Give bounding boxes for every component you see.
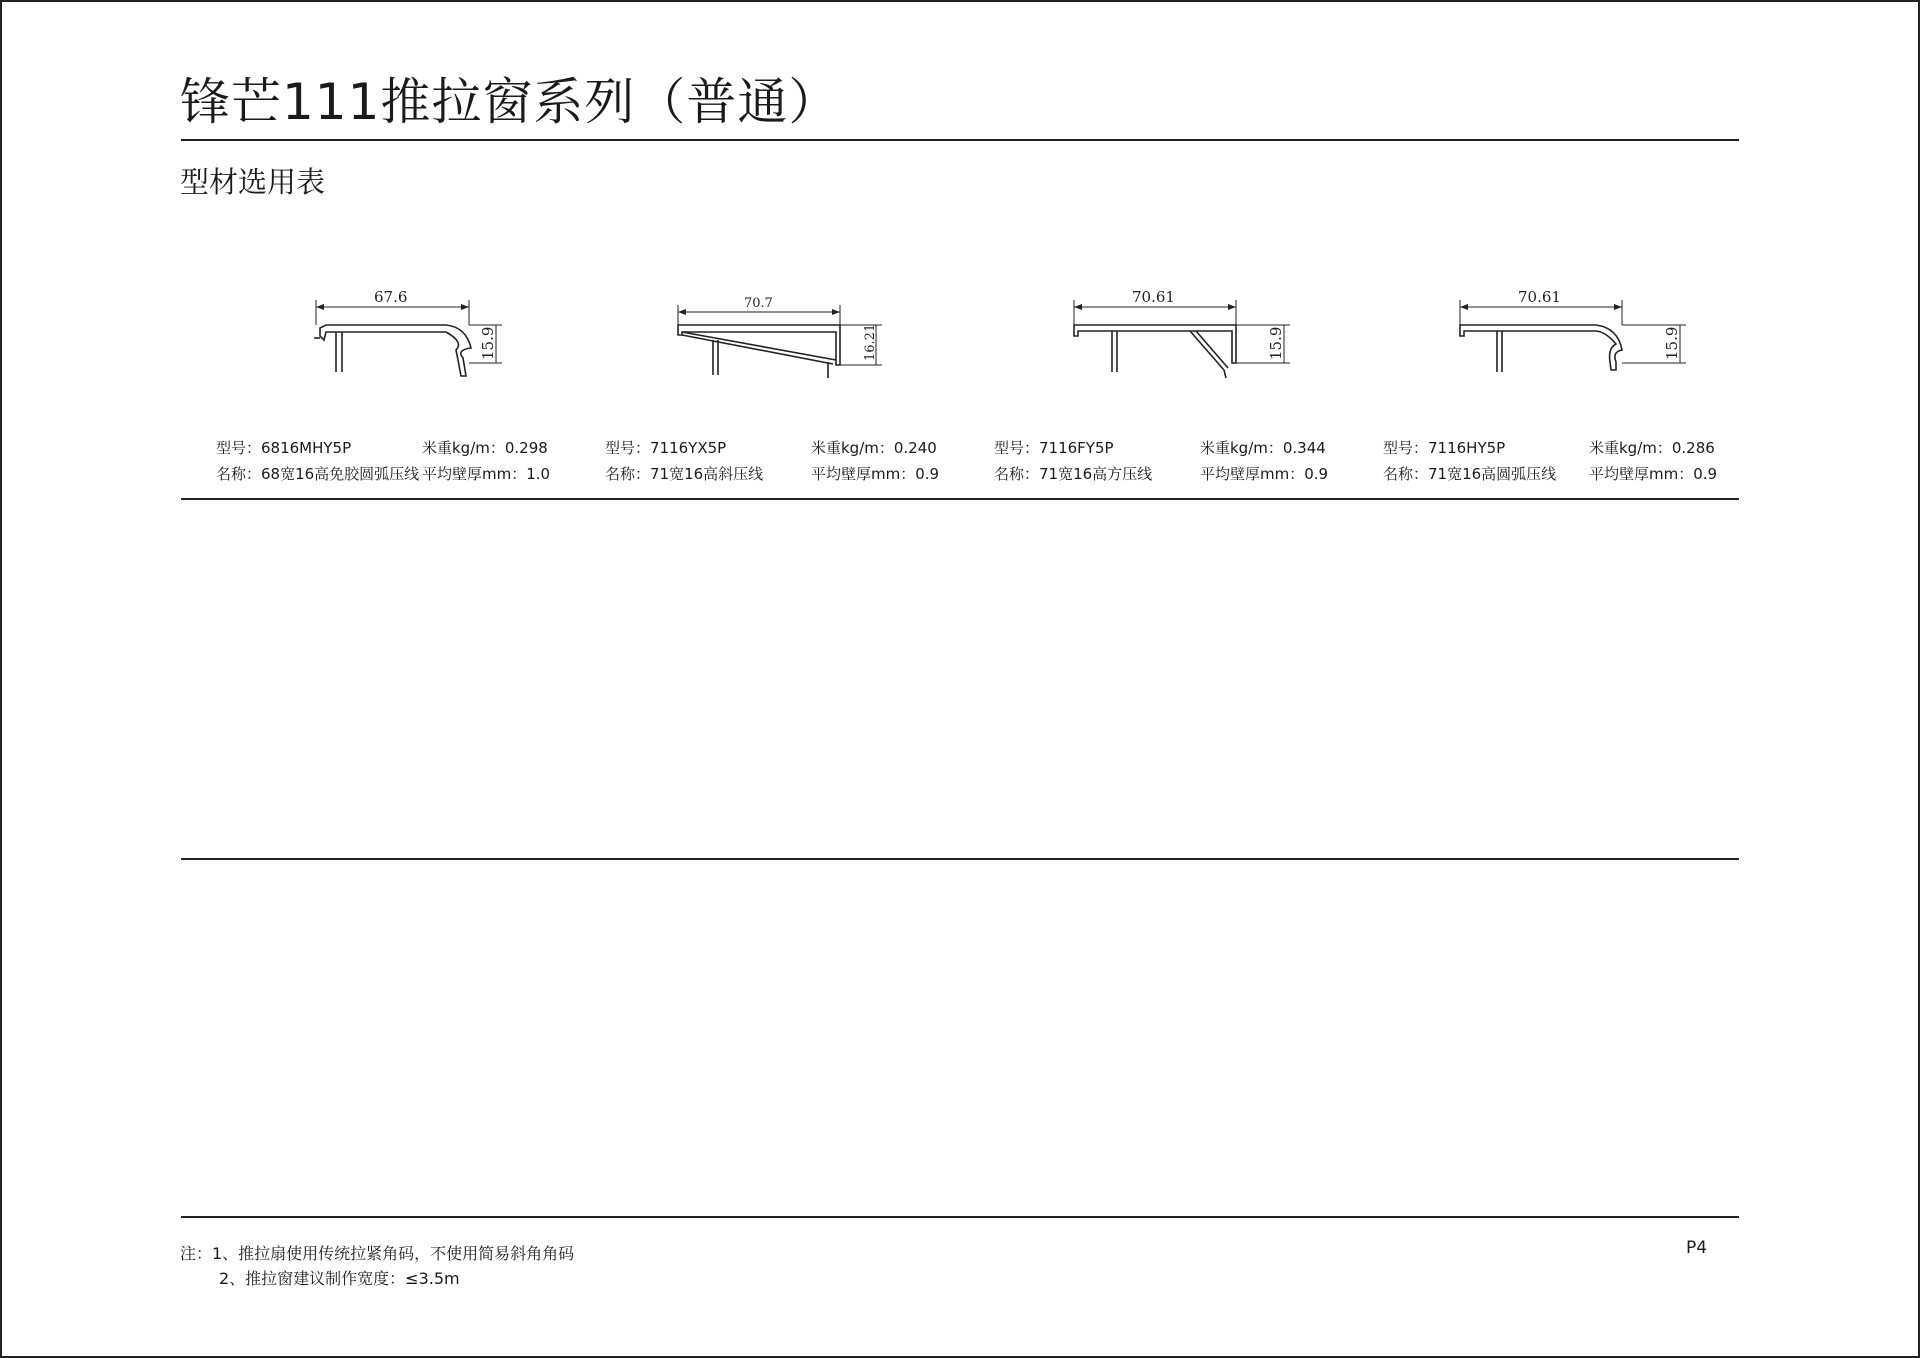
table-rule-1 <box>181 498 1739 500</box>
profile-2-cross-section <box>668 280 888 390</box>
profile-3-cross-section <box>1066 280 1286 390</box>
profile-4-cross-section <box>1456 280 1681 390</box>
profile-3-thickness: 平均壁厚mm：0.9 <box>1200 465 1329 483</box>
profile-4-height-dim: 15.9 <box>1663 326 1681 360</box>
profile-1-model: 型号：6816MHY5P <box>216 439 352 457</box>
profile-3-model: 型号：7116FY5P <box>994 439 1114 457</box>
profile-4-name: 名称：71宽16高圆弧压线 <box>1383 465 1557 483</box>
profile-1-thickness: 平均壁厚mm：1.0 <box>422 465 551 483</box>
title-rule <box>181 139 1739 141</box>
note-line-2: 2、推拉窗建议制作宽度：≤3.5m <box>219 1269 460 1288</box>
profile-3-width-dim: 70.61 <box>1132 288 1175 306</box>
profile-2-model: 型号：7116YX5P <box>605 439 727 457</box>
profile-1-name: 名称：68宽16高免胶圆弧压线 <box>216 465 420 483</box>
profile-4-width-dim: 70.61 <box>1518 288 1561 306</box>
profile-2-width-dim: 70.7 <box>744 296 773 311</box>
profile-4-model: 型号：7116HY5P <box>1383 439 1506 457</box>
section-subtitle: 型材选用表 <box>180 165 326 199</box>
profile-1-cross-section <box>306 280 526 390</box>
profile-1-weight: 米重kg/m：0.298 <box>422 439 548 457</box>
profile-4-weight: 米重kg/m：0.286 <box>1589 439 1715 457</box>
profile-2-thickness: 平均壁厚mm：0.9 <box>811 465 940 483</box>
profile-3-height-dim: 15.9 <box>1267 326 1285 360</box>
profile-2-name: 名称：71宽16高斜压线 <box>605 465 764 483</box>
profile-4-thickness: 平均壁厚mm：0.9 <box>1589 465 1718 483</box>
profile-3-weight: 米重kg/m：0.344 <box>1200 439 1326 457</box>
table-rule-2 <box>181 858 1739 860</box>
footer-rule <box>181 1216 1739 1218</box>
profile-2-height-dim: 16.21 <box>863 323 878 361</box>
profile-1-height-dim: 15.9 <box>479 326 497 360</box>
note-line-1: 注：1、推拉扇使用传统拉紧角码，不使用简易斜角角码 <box>180 1244 575 1263</box>
page-number: P4 <box>1686 1238 1708 1258</box>
profile-3-name: 名称：71宽16高方压线 <box>994 465 1153 483</box>
page-title: 锋芒111推拉窗系列（普通） <box>180 73 840 131</box>
profile-2-weight: 米重kg/m：0.240 <box>811 439 937 457</box>
profile-1-width-dim: 67.6 <box>374 288 408 306</box>
